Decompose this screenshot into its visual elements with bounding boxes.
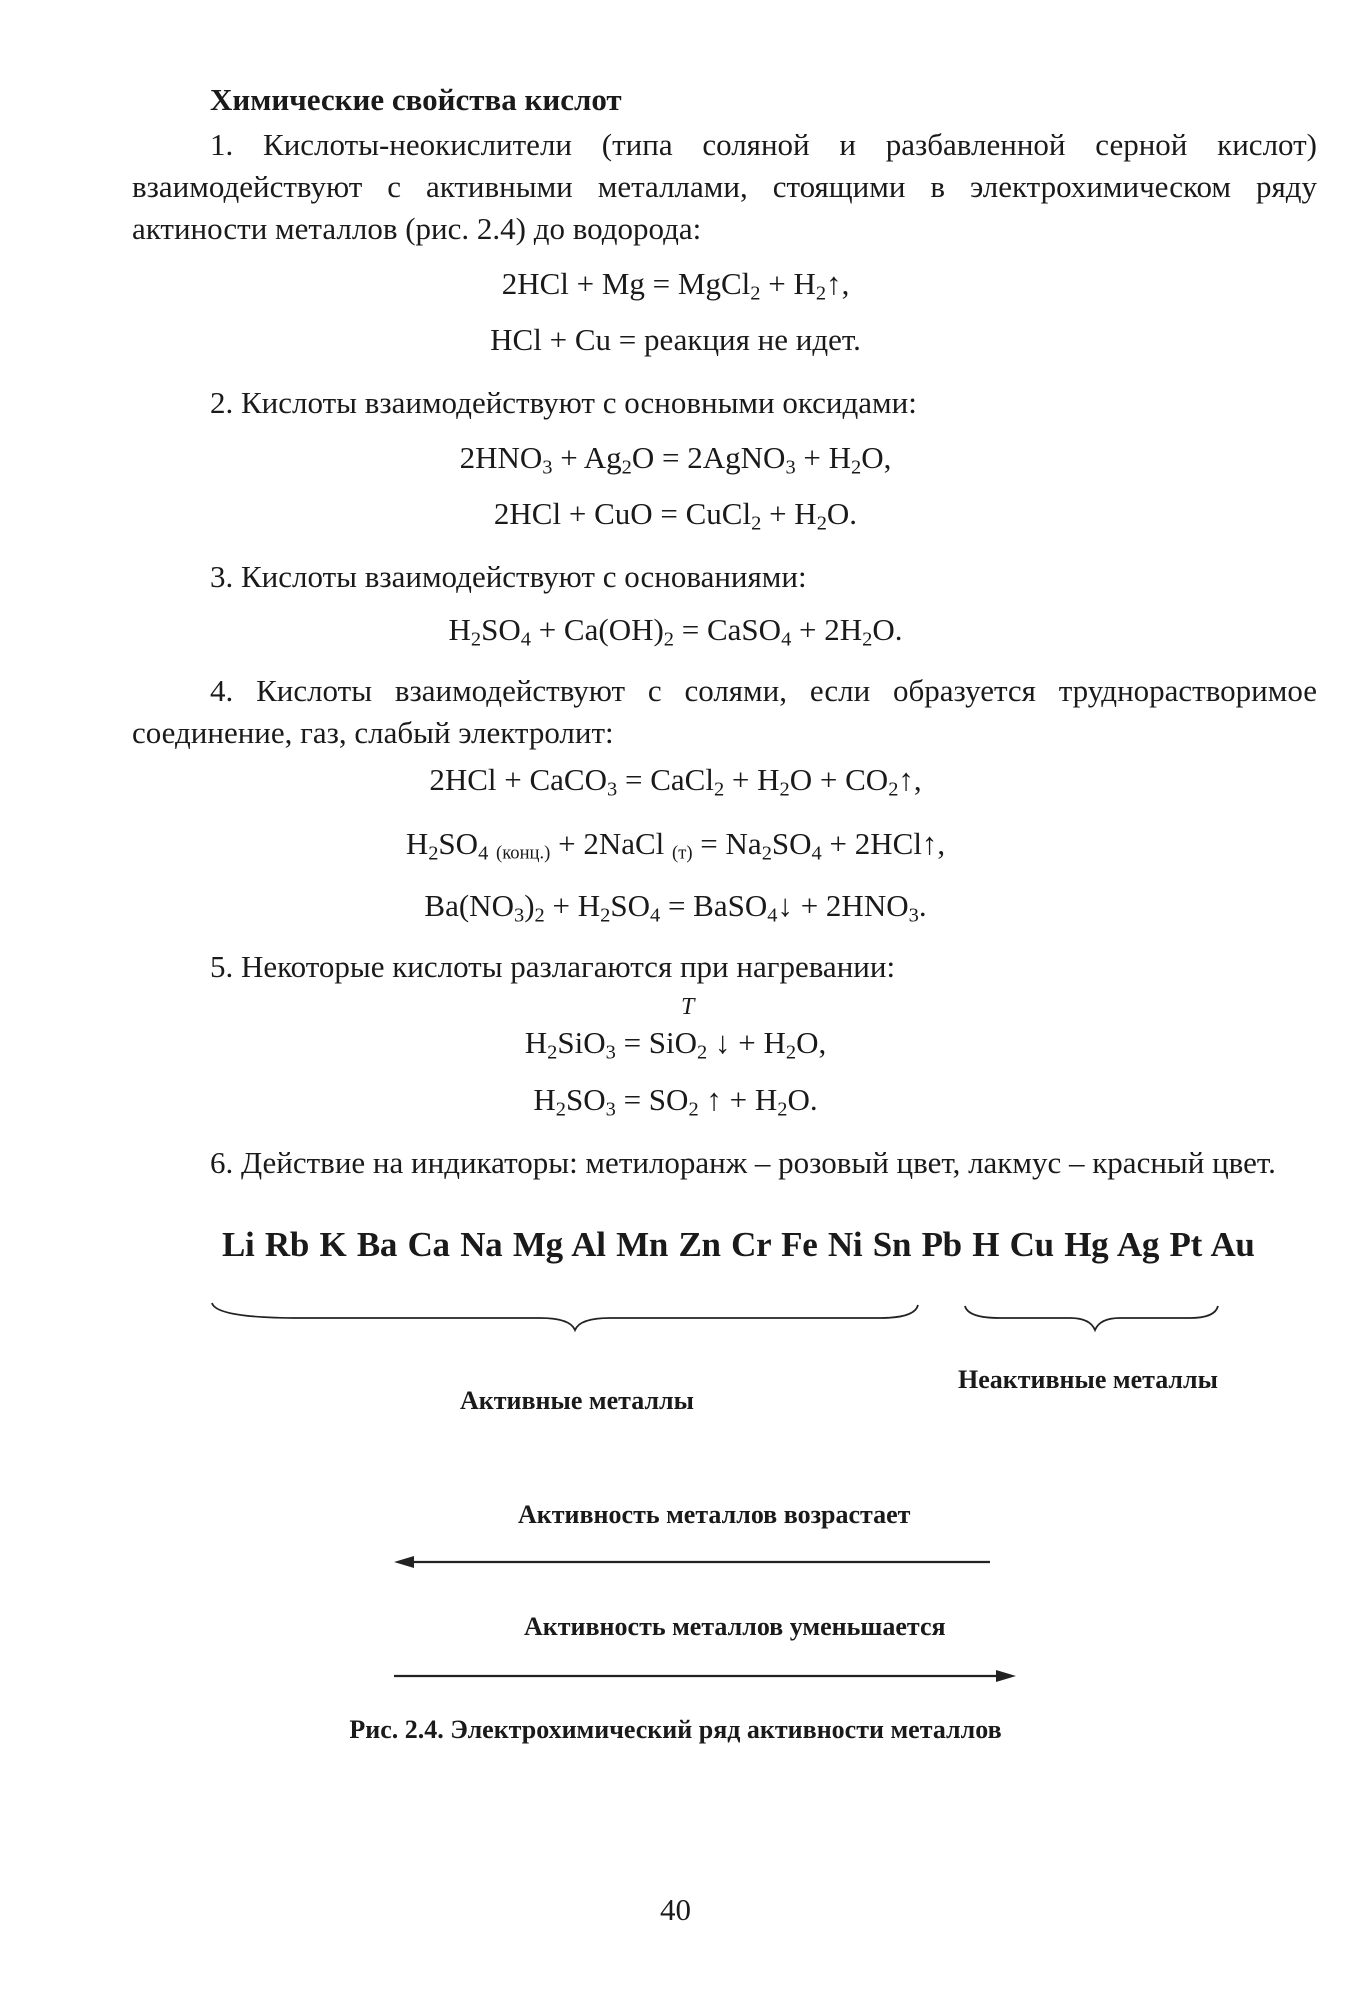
increase-arrow-head [394,1556,414,1568]
equation-hno3-ag2o: $2HNO_3 + Ag_2O$ = 2AgNO$_3$ + $H_2O$, [459,440,892,479]
paragraph-6: 6. Действие на индикаторы: метилоранж – розовый цвет, лакмус – красный цвет. [210,1145,1276,1180]
paragraph-4: 4. Кислоты взаимодействуют с солями, если образуется труднорастворимое соединение, газ, слабый электролит: [132,673,1317,750]
inactive-metals-label: Неактивные металлы [958,1365,1218,1394]
paragraph-5: 5. Некоторые кислоты разлагаются при нагревании: [210,949,896,984]
activity-increases-label: Активность металлов возрастает [518,1500,911,1529]
heating-condition-label: T [681,994,695,1020]
equation-h2so3: $H_2SO_3 = SO_2$ ↑ + $H_2O$. [533,1082,818,1121]
paragraph-2: 2. Кислоты взаимодействуют с основными оксидами: [210,385,917,420]
paragraph-1: 1. Кислоты-неокислители (типа соляной и разбавленной серной кислот) взаимодействуют с активными металлами, стоящими в электрохимическом ряду актиности металлов (рис. 2.4) до водорода: [132,127,1317,246]
equation-hcl-cu: HCl + Cu = реакция не идет. [490,322,861,357]
equation-h2sio3: $H_2SiO_3 = SiO_2$ ↓ + $H_2O$, [524,1025,827,1064]
figure-caption: Рис. 2.4. Электрохимический ряд активности металлов [349,1715,1002,1744]
page-number: 40 [660,1892,691,1927]
equation-h2so4-nacl: $H_2SO_4$ (конц.) + 2NaCl $(т) = Na_2SO_4$ + 2HCl↑, [405,826,946,865]
equation-hcl-mg: 2HCl + Mg = MgCl$_2$ + $H_2↑$, [501,266,850,305]
metal-activity-series: Li Rb K Ba Ca Na Mg Al Mn Zn Cr Fe Ni Sn Pb H Cu Hg Ag Pt Au [222,1225,1255,1264]
decrease-arrow-head [996,1670,1016,1682]
activity-decreases-label: Активность металлов уменьшается [524,1612,946,1641]
equation-bano3-h2so4: $Ba(NO_3)_2 + H_2SO_4$ = BaSO$_4$↓ + $2HNO_3$. [424,888,927,927]
paragraph-3: 3. Кислоты взаимодействуют с основаниями: [210,559,807,594]
equation-hcl-cuo: 2HCl + CuO = CuCl$_2$ + $H_2O$. [493,496,858,535]
active-metals-label: Активные металлы [460,1386,694,1415]
equation-h2so4-caoh2: $H_2SO_4 + Ca(OH)_2$ = CaSO$_4$ + $2H_2O$. [448,612,903,651]
section-heading: Химические свойства кислот [210,82,622,117]
active-metals-brace [212,1303,918,1330]
inactive-metals-brace [965,1306,1218,1330]
equation-hcl-caco3: 2HCl + CaCO$_3$ = CaCl$_2$ + $H_2O$ + $CO_2↑$, [429,762,922,801]
